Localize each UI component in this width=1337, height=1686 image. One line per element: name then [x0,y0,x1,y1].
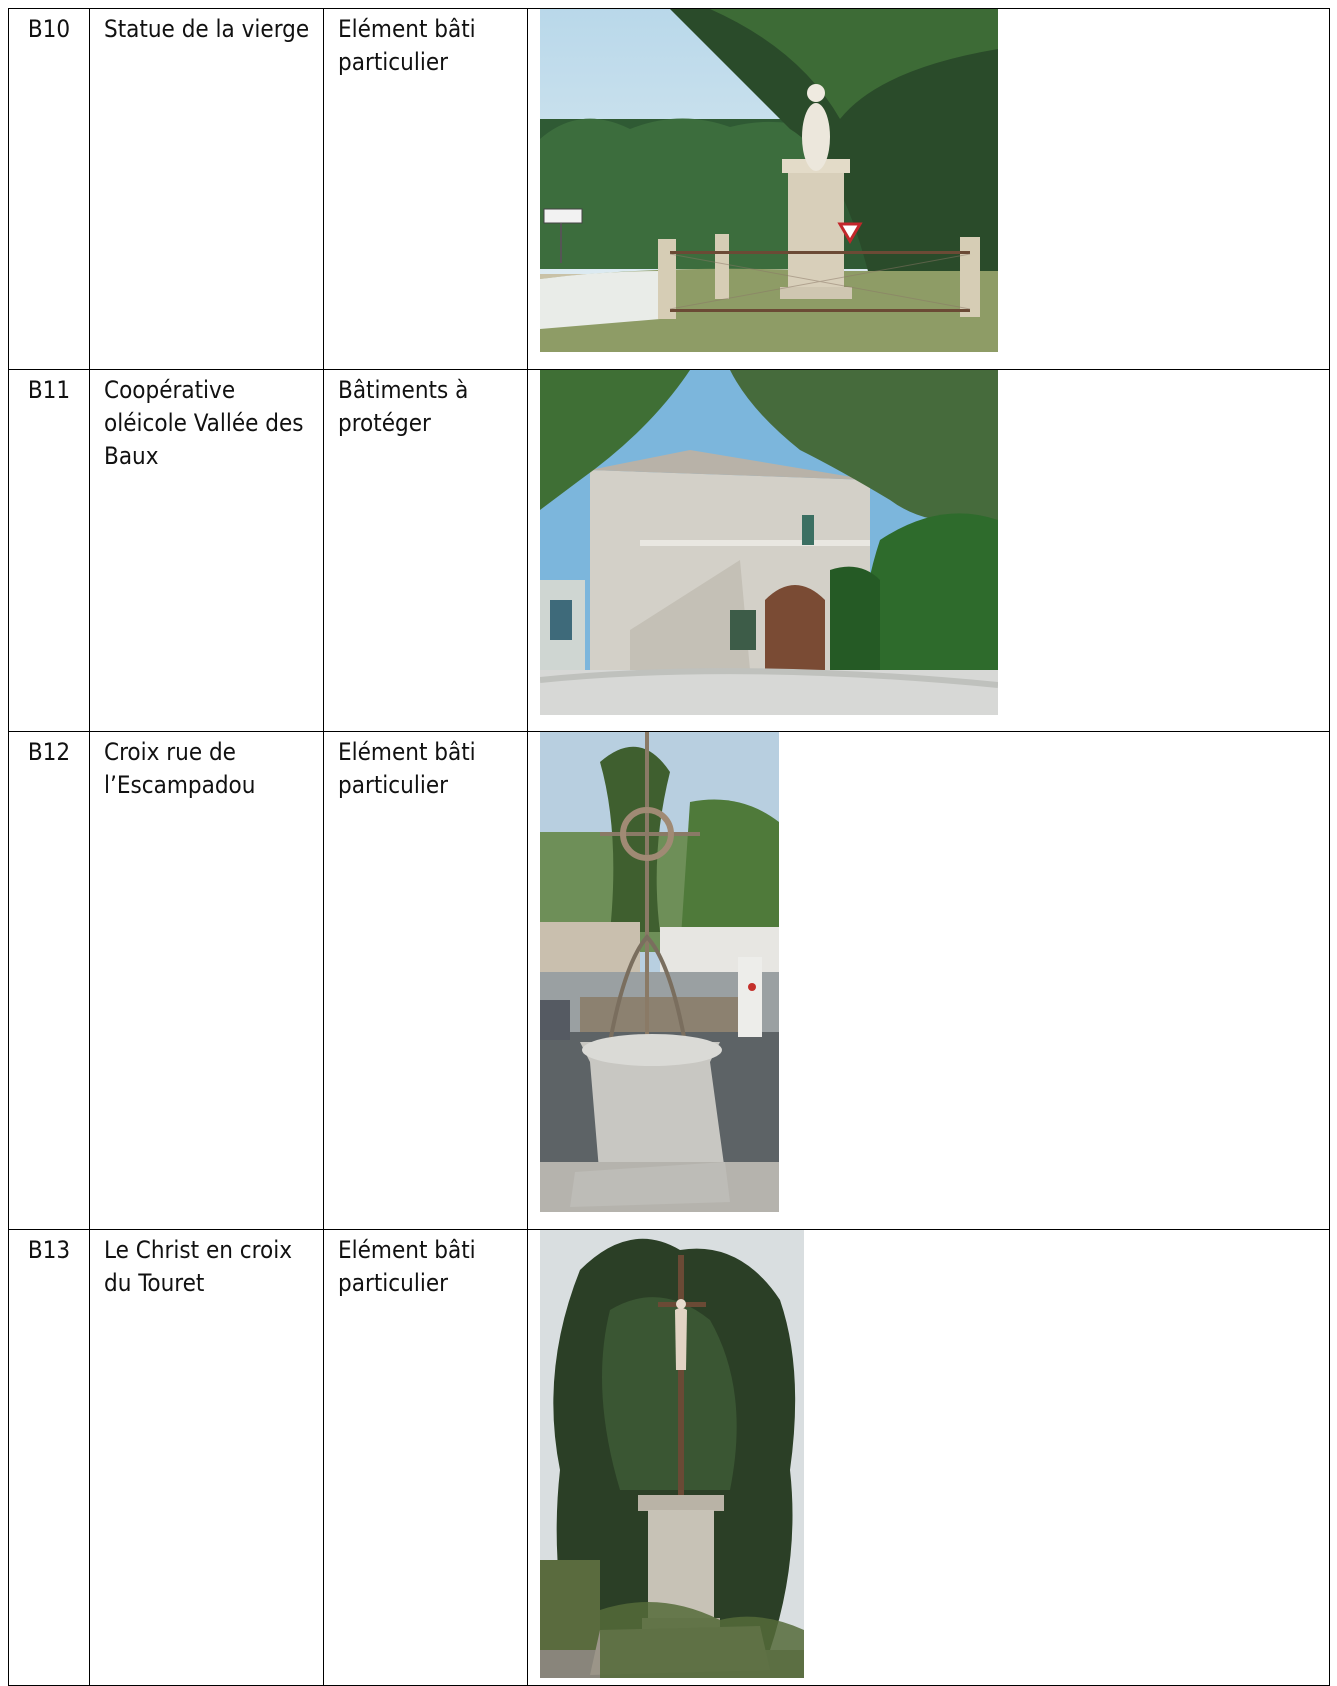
wrought-iron-cross-photo [540,732,779,1212]
element-category: Bâtiments à protéger [324,370,528,732]
element-code: B11 [9,370,90,732]
heritage-elements-table [8,8,1330,1686]
element-category: Elément bâti particulier [324,732,528,1230]
table-row [9,732,1330,1230]
element-name: Coopérative oléicole Vallée des Baux [90,370,324,732]
element-code: B13 [9,1230,90,1686]
crucifix-on-pedestal-photo [540,1230,804,1678]
element-name: Le Christ en croix du Touret [90,1230,324,1686]
element-category: Elément bâti particulier [324,1230,528,1686]
element-category: Elément bâti particulier [324,9,528,370]
olive-cooperative-building-photo [540,370,998,715]
table-row [9,370,1330,732]
statue-of-virgin-photo [540,9,998,352]
table-row [9,1230,1330,1686]
photo-cell [528,370,1330,732]
photo-cell [528,9,1330,370]
element-name: Statue de la vierge [90,9,324,370]
element-code: B10 [9,9,90,370]
photo-cell [528,1230,1330,1686]
photo-cell [528,732,1330,1230]
table-row [9,9,1330,370]
element-code: B12 [9,732,90,1230]
element-name: Croix rue de l’Escampadou [90,732,324,1230]
